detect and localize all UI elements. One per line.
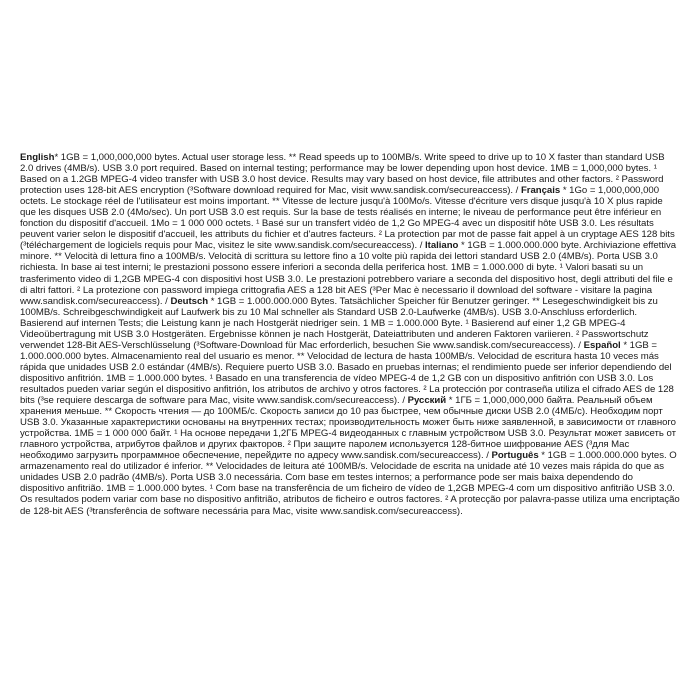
text-deutsch: * 1GB = 1.000.000.000 Bytes. Tatsächlicher Speicher für Benutzer geringer. ** Lesegeschwindigkeit bis zu 100MB/s. Schreibgeschwindigkeit auf Laufwerk bis zu 10 Mal schneller als Standard USB 2.0-Laufwerke (4MB/s). USB 3.0-Anschluss erforderlich. Basierend auf internen Tests; die Leistung kann je nach Hostgerät niedriger sein. 1 MB = 1.000.000 Byte. ¹ Basierend auf einer 1,2 GB MPEG-4 Videoübertragung mit USB 3.0 Hostgeräten. Ergebnisse können je nach Hostgerät, Dateiattributen und anderen Faktoren variieren. ² Passwortschutz verwendet 128-Bit AES-Verschlüsselung (³Software-Download für Mac erforderlich, besuchen Sie www.sandisk.com/secureaccess). /	[20, 295, 658, 351]
lang-label-russian: Русский	[407, 395, 447, 407]
text-russian: * 1ГБ = 1,000,000,000 байта. Реальный объем хранения меньше. ** Скорость чтения — до 100МБ/с. Скорость записи до 10 раз быстрее, чем обычные диски USB 2.0 (4МБ/с). Необходим порт USB 3.0. Указанные характеристики основаны на внутренних тестах; производительность может быть ниже заявленной, в зависимости от главного устройства. 1МБ = 1 000 000 байт. ¹ На основе передачи 1,2ГБ MPEG-4 видеоданных с главным устройством USB 3.0. Результат может зависеть от главного устройства, атрибутов файлов и других факторов. ² При защите паролем используется 128-битное шифрование AES (³для Mac необходимо загрузить программное обеспечение, перейдите по адресу www.sandisk.com/secureaccess). /	[20, 395, 676, 462]
text-english: * 1GB = 1,000,000,000 bytes. Actual user storage less. ** Read speeds up to 100MB/s. Write speed to drive up to 10 X faster than standard USB 2.0 drives (4MB/s). USB 3.0 port required. Based on internal testing; performance may be lower depending upon host device. 1MB = 1,000,000 bytes. ¹ Based on a 1.2GB MPEG-4 video transfer with USB 3.0 host device. Results may vary based on host device, file attributes and other factors. ² Password protection uses 128-bit AES encryption (³Software download required for Mac, visit www.sandisk.com/secureaccess). /	[20, 152, 665, 197]
text-espanol: * 1GB = 1.000.000.000 bytes. Almacenamiento real del usuario es menor. ** Velocidad de lectura de hasta 100MB/s. Velocidad de escritura hasta 10 veces más rápida que unidades USB 2.0 estándar (4MB/s). Requiere puerto USB 3.0. Basado en pruebas internas; el rendimiento puede ser inferior dependiendo del dispositivo anfitrión. 1MB = 1.000.000 bytes. ¹ Basado en una transferencia de vídeo MPEG-4 de 1,2 GB con un dispositivo anfitrión con USB 3.0. Los resultados pueden variar según el dispositivo anfitrión, los atributos de archivo y otros factores. ² La protección por contraseña utiliza el cifrado AES de 128 bits (³se requiere descarga de software para Mac, visite www.sandisk.com/secureaccess). /	[20, 339, 674, 407]
lang-label-deutsch: Deutsch	[170, 295, 209, 307]
text-portugues: * 1GB = 1.000.000.000 bytes. O armazenamento real do utilizador é inferior. ** Velocidades de leitura até 100MB/s. Velocidade de escrita na unidade até 10 vezes mais rápida do que as unidades USB 2.0 padrão (4MB/s). Porta USB 3.0 necessária. Com base em testes internos; a performance pode ser mais baixa dependendo do dispositivo anfitrião. 1MB = 1.000.000 bytes. ¹ Com base na transferência de um ficheiro de vídeo de 1,2GB MPEG-4 com um dispositivo anfitrião USB 3.0. Os resultados podem variar com base no dispositivo anfitrião, atributos de ficheiro e outros factores. ² A protecção por palavra-passe utiliza uma encriptação de 128-bit AES (³transferência de software necessária para Mac, visite www.sandisk.com/secureaccess).	[20, 450, 680, 517]
lang-label-portugues: Português	[491, 450, 539, 462]
lang-label-italiano: Italiano	[425, 240, 459, 252]
text-italiano: * 1GB = 1.000.000.000 byte. Archiviazione effettiva minore. ** Velocità di lettura fino a 100MB/s. Velocità di scrittura su lettore fino a 10 volte più rapida dei lettori standard USB 2.0 (4MB/s). Porta USB 3.0 richiesta. In base ai test interni; le prestazioni possono essere inferiori a seconda della periferica host. 1MB = 1.000.000 di byte. ¹ Valori basati su un trasferimento video di 1,2GB MPEG-4 con dispositivi host USB 3.0. Le prestazioni potrebbero variare a seconda del dispositivo host, degli attributi del file e di altri fattori. ² La protezione con password impiega crittografia AES a 128 bit AES (³Per Mac è necessario il download del software - visitare la pagina www.sandisk.com/secureaccess). /	[20, 240, 677, 307]
lang-label-espanol: Español	[583, 339, 621, 351]
lang-label-english: English	[20, 152, 55, 163]
legal-disclaimer-block	[20, 152, 680, 517]
lang-label-francais: Français	[520, 185, 561, 197]
text-francais: * 1Go = 1,000,000,000 octets. Le stockage réel de l'utilisateur est moins important. ** Vitesse de lecture jusqu'à 100Mo/s. Vitesse d'écriture vers disque jusqu'à 10 X plus rapide que les disques USB 2.0 (4Mo/sec). Un port USB 3.0 est requis. Sur la base de tests réalisés en interne; le niveau de performance peut être inférieur en fonction du dispositif d'accueil. 1Mo = 1 000 000 octets. ¹ Basé sur un transfert vidéo de 1,2 Go MPEG-4 avec un dispositif hôte USB 3.0. Les résultats peuvent varier selon le dispositif d'accueil, les attributs du fichier et d'autres facteurs. ² La protection par mot de passe fait appel à un cryptage AES 128 bits (³téléchargement de logiciels requis pour Mac, visitez le site www.sandisk.com/secureaccess). /	[20, 185, 675, 252]
